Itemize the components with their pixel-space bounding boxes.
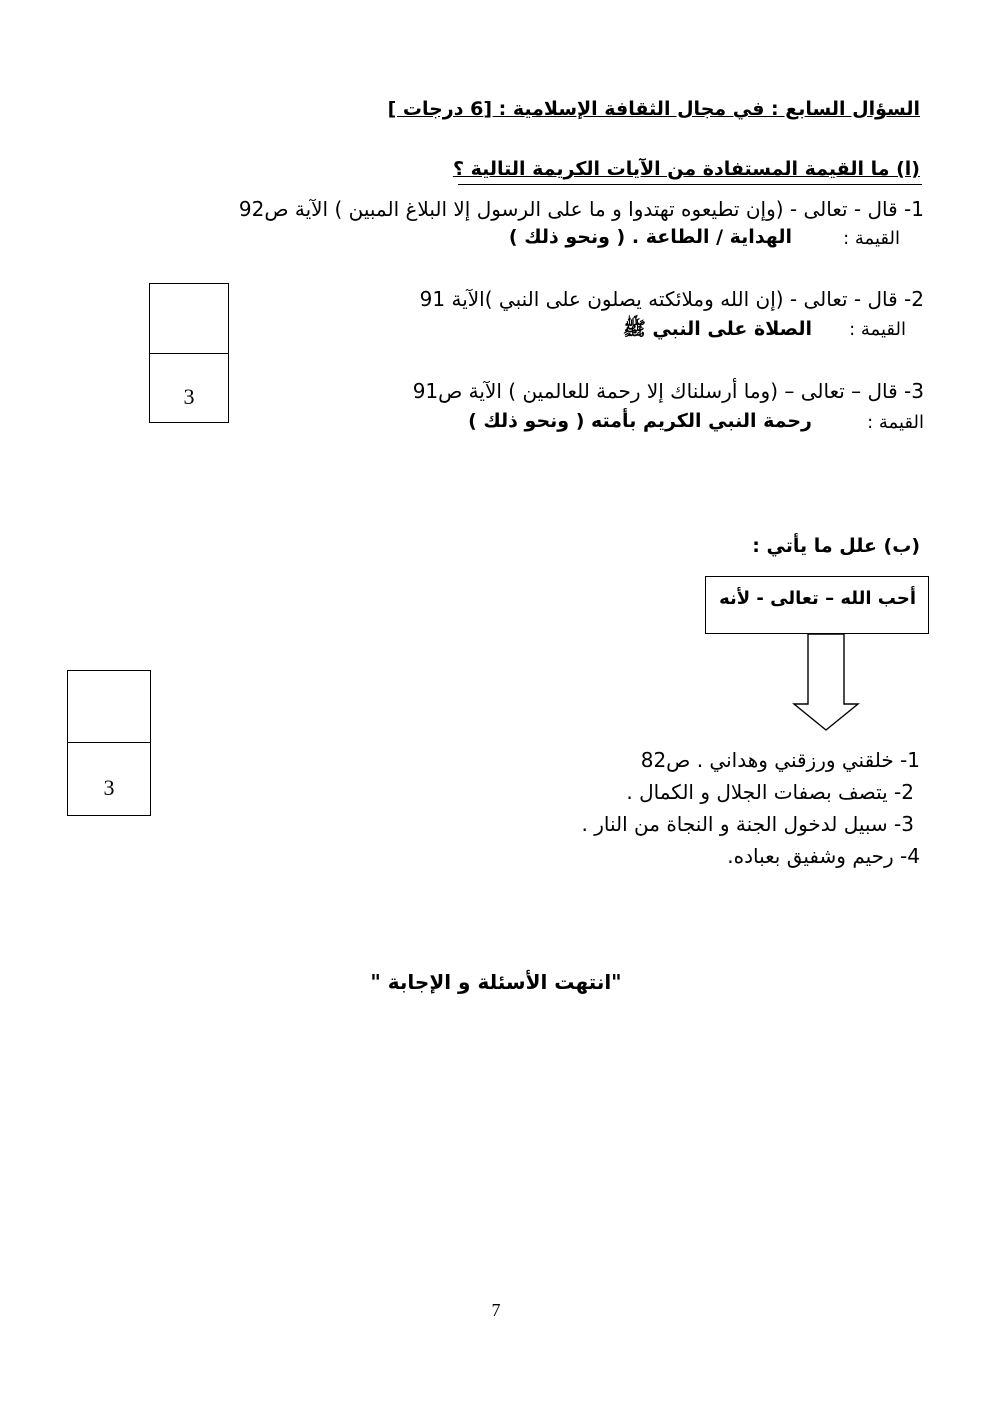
answer-1: 1- خلقني ورزقني وهداني . ص82 bbox=[640, 748, 920, 772]
part-a-heading: (ا) ما القيمة المستفادة من الآيات الكريمة التالية ؟ bbox=[452, 158, 920, 180]
score-box-a-top bbox=[150, 284, 228, 354]
score-b: 3 bbox=[103, 775, 115, 800]
value-label-3: القيمة : bbox=[867, 412, 924, 433]
part-a-heading-underline bbox=[458, 184, 922, 185]
score-box-b bbox=[67, 670, 151, 816]
page-number: 7 bbox=[491, 1300, 501, 1320]
value-3: رحمة النبي الكريم بأمته ( ونحو ذلك ) bbox=[468, 410, 812, 432]
score-box-a-bottom bbox=[150, 354, 228, 422]
score-box-b-top bbox=[68, 671, 150, 743]
reason-box bbox=[705, 576, 929, 634]
answer-2: 2- يتصف بصفات الجلال و الكمال . bbox=[626, 780, 914, 804]
end-text: "انتهت الأسئلة و الإجابة " bbox=[370, 970, 622, 994]
question-title: السؤال السابع : في مجال الثقافة الإسلامية : [6 درجات ] bbox=[387, 98, 920, 120]
verse-3: 3- قال – تعالى – (وما أرسلناك إلا رحمة للعالمين ) الآية ص91 bbox=[412, 379, 924, 403]
part-b-heading: (ب) علل ما يأتي : bbox=[752, 535, 920, 557]
answer-4: 4- رحيم وشفيق بعباده. bbox=[727, 844, 920, 868]
value-label-2: القيمة : bbox=[849, 319, 906, 340]
answer-3: 3- سبيل لدخول الجنة و النجاة من النار . bbox=[581, 812, 914, 836]
down-arrow-icon bbox=[792, 634, 860, 734]
value-label-1: القيمة : bbox=[843, 228, 900, 249]
value-1: الهداية / الطاعة . ( ونحو ذلك ) bbox=[508, 226, 792, 248]
value-2: الصلاة على النبي ﷺ bbox=[622, 318, 812, 340]
verse-1: 1- قال - تعالى - (وإن تطيعوه تهتدوا و ما على الرسول إلا البلاغ المبين ) الآية ص92 bbox=[238, 197, 924, 221]
score-box-a bbox=[149, 283, 229, 423]
score-box-b-bottom bbox=[68, 743, 150, 815]
verse-2: 2- قال - تعالى - (إن الله وملائكته يصلون على النبي )الآية 91 bbox=[419, 287, 924, 311]
reason-box-text: أحب الله – تعالى - لأنه bbox=[719, 588, 916, 609]
score-a: 3 bbox=[183, 384, 195, 409]
